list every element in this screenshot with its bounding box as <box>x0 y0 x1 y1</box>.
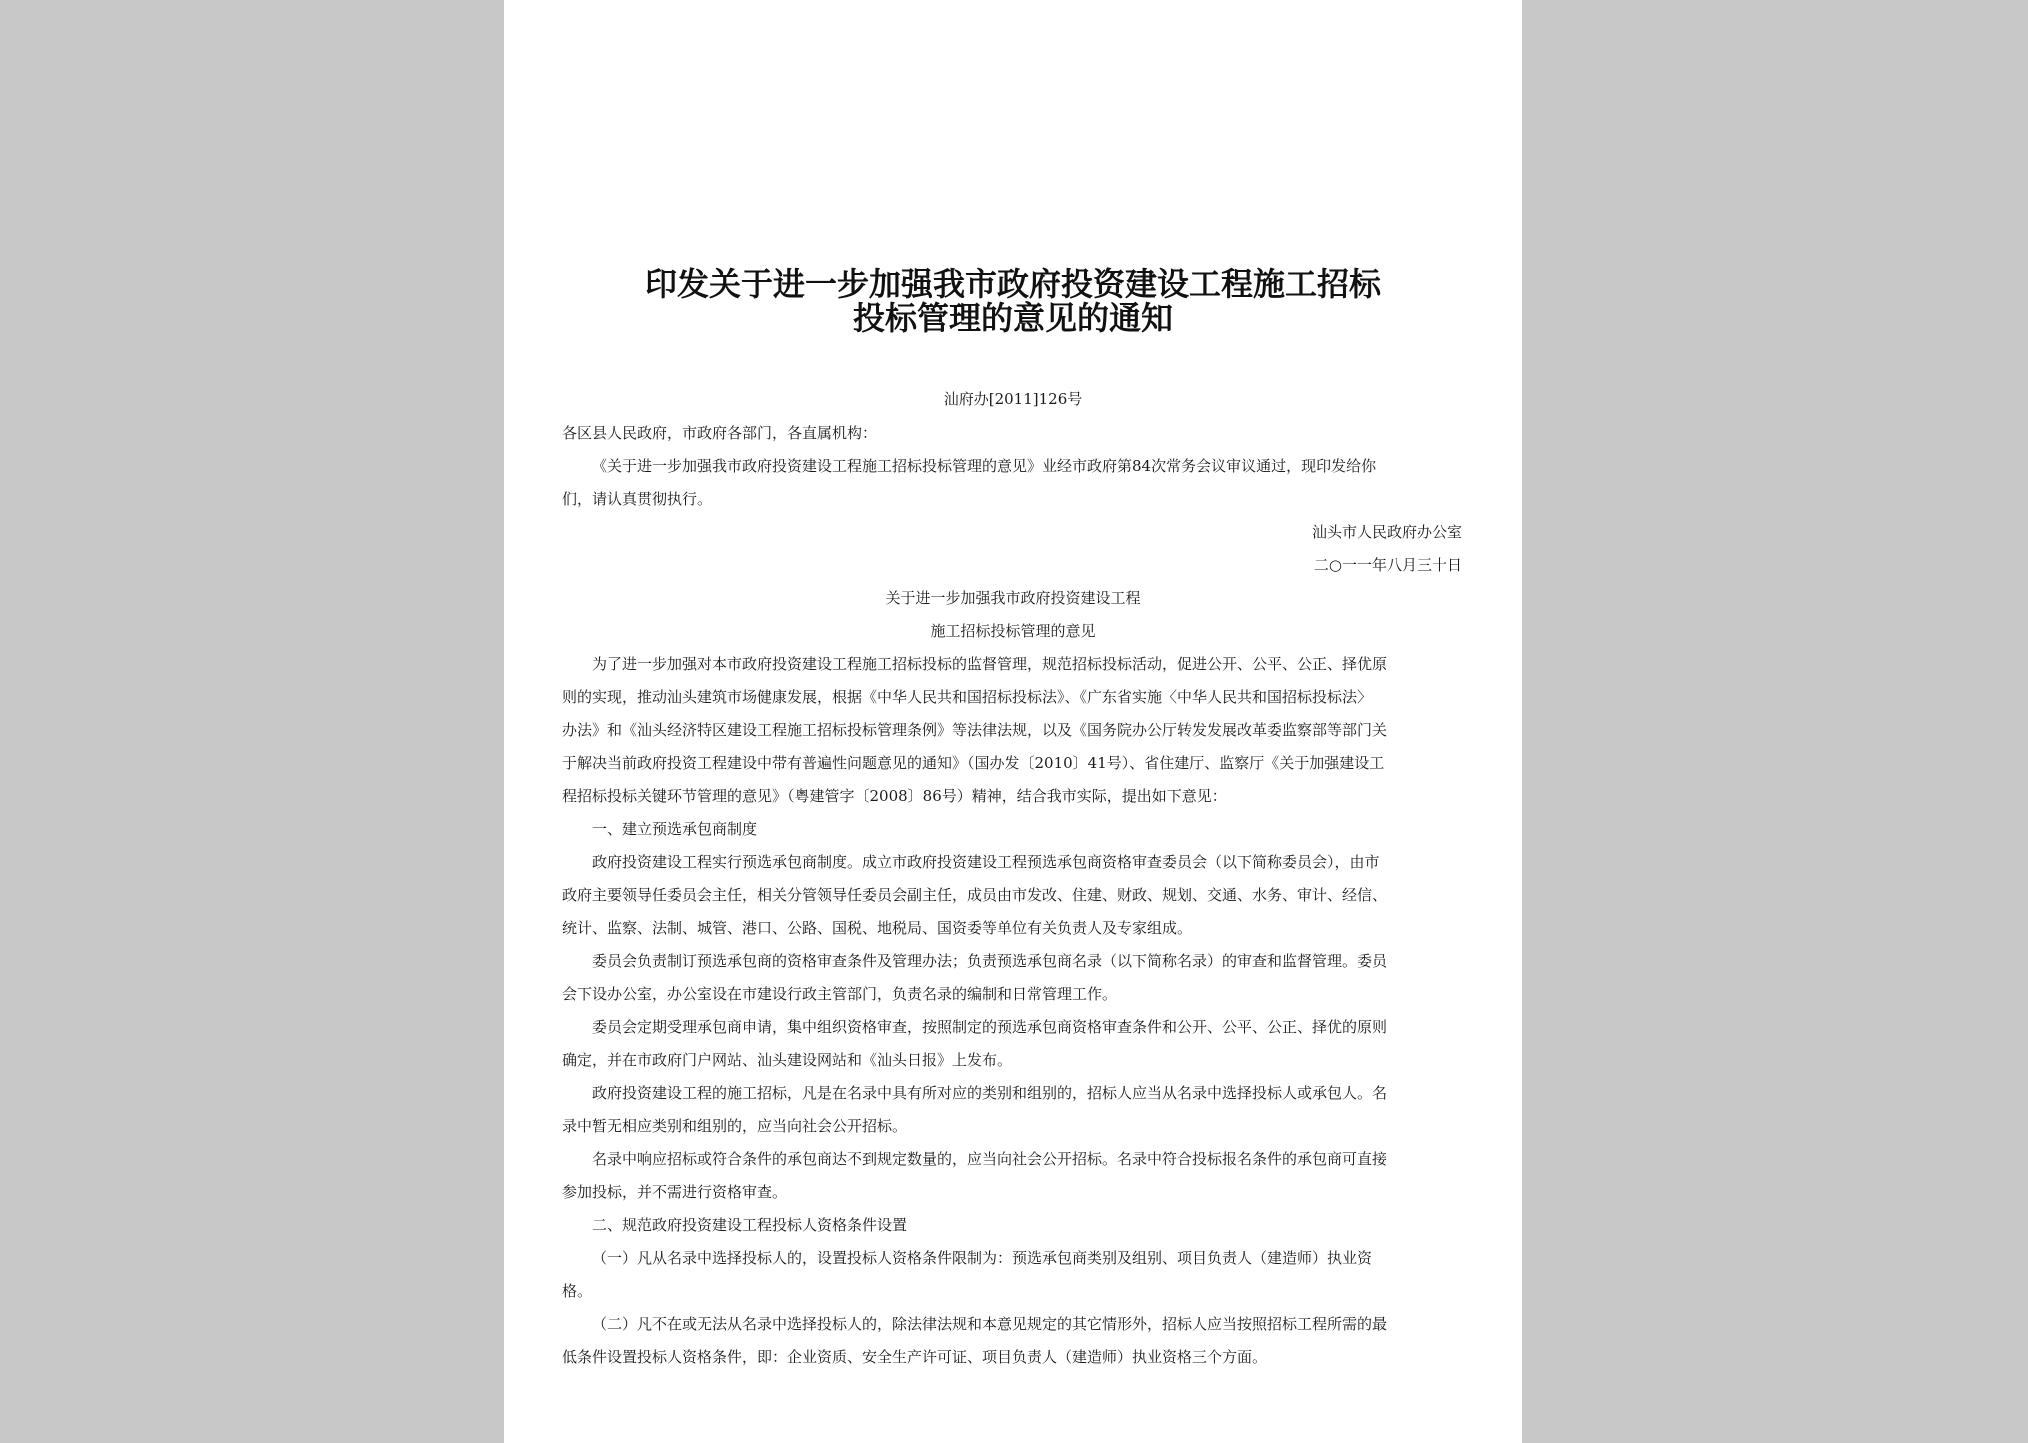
paragraph-line: 格。 <box>562 1282 593 1300</box>
paragraph-line: 于解决当前政府投资工程建设中带有普遍性问题意见的通知》（国办发〔2010〕41号）、省住建厅、监察厅《关于加强建设工 <box>562 754 1385 772</box>
issuer: 汕头市人民政府办公室 <box>1311 523 1462 541</box>
paragraph-line: 政府投资建设工程实行预选承包商制度。成立市政府投资建设工程预选承包商资格审查委员会（以下简称委员会），由市 <box>592 853 1380 871</box>
paragraph-line: 会下设办公室，办公室设在市建设行政主管部门，负责名录的编制和日常管理工作。 <box>562 985 1118 1003</box>
document-number: 汕府办[2011]126号 <box>943 390 1083 408</box>
body-line: 《关于进一步加强我市政府投资建设工程施工招标投标管理的意见》业经市政府第84次常务会议审议通过，现印发给你 <box>592 457 1377 475</box>
subtitle-line-1: 关于进一步加强我市政府投资建设工程 <box>885 589 1141 607</box>
subtitle-line-2: 施工招标投标管理的意见 <box>930 622 1096 640</box>
issue-date: 二○一一年八月三十日 <box>1313 556 1462 574</box>
paragraph-line: 参加投标，并不需进行资格审查。 <box>562 1183 788 1201</box>
document-title-line-2: 投标管理的意见的通知 <box>852 299 1173 337</box>
paragraph-line: 程招标投标关键环节管理的意见》（粤建管字〔2008〕86号）精神，结合我市实际，提出如下意见： <box>562 787 1227 805</box>
paragraph-line: 为了进一步加强对本市政府投资建设工程施工招标投标的监督管理，规范招标投标活动，促进公开、公平、公正、择优原 <box>592 655 1388 673</box>
paragraph-line: 名录中响应招标或符合条件的承包商达不到规定数量的，应当向社会公开招标。名录中符合投标报名条件的承包商可直接 <box>592 1150 1388 1168</box>
section-heading: 二、规范政府投资建设工程投标人资格条件设置 <box>592 1216 908 1234</box>
paragraph-line: 录中暂无相应类别和组别的，应当向社会公开招标。 <box>562 1117 908 1135</box>
document-page <box>504 0 1522 1443</box>
paragraph-line: 则的实现，推动汕头建筑市场健康发展，根据《中华人民共和国招标投标法》、《广东省实施〈中华人民共和国招标投标法〉 <box>562 688 1373 706</box>
paragraph-line: 统计、监察、法制、城管、港口、公路、国税、地税局、国资委等单位有关负责人及专家组成。 <box>562 919 1193 937</box>
paragraph-line: 确定，并在市政府门户网站、汕头建设网站和《汕头日报》上发布。 <box>562 1051 1013 1069</box>
paragraph-line: （一）凡从名录中选择投标人的，设置投标人资格条件限制为：预选承包商类别及组别、项目负责人（建造师）执业资 <box>592 1249 1373 1267</box>
addressee: 各区县人民政府，市政府各部门，各直属机构： <box>562 424 878 442</box>
paragraph-line: 政府主要领导任委员会主任，相关分管领导任委员会副主任，成员由市发改、住建、财政、规划、交通、水务、审计、经信、 <box>562 886 1388 904</box>
paragraph-line: 低条件设置投标人资格条件，即：企业资质、安全生产许可证、项目负责人（建造师）执业资格三个方面。 <box>562 1348 1268 1366</box>
section-heading: 一、建立预选承包商制度 <box>592 820 758 838</box>
body-line: 们，请认真贯彻执行。 <box>562 490 713 508</box>
paragraph-line: 委员会定期受理承包商申请，集中组织资格审查，按照制定的预选承包商资格审查条件和公开、公平、公正、择优的原则 <box>592 1018 1388 1036</box>
document-title-line-1: 印发关于进一步加强我市政府投资建设工程施工招标 <box>644 265 1381 303</box>
paragraph-line: 政府投资建设工程的施工招标，凡是在名录中具有所对应的类别和组别的，招标人应当从名录中选择投标人或承包人。名 <box>592 1084 1388 1102</box>
paragraph-line: （二）凡不在或无法从名录中选择投标人的，除法律法规和本意见规定的其它情形外，招标人应当按照招标工程所需的最 <box>592 1315 1388 1333</box>
paragraph-line: 办法》和《汕头经济特区建设工程施工招标投标管理条例》等法律法规，以及《国务院办公厅转发发展改革委监察部等部门关 <box>562 721 1388 739</box>
paragraph-line: 委员会负责制订预选承包商的资格审查条件及管理办法；负责预选承包商名录（以下简称名录）的审查和监督管理。委员 <box>592 952 1388 970</box>
